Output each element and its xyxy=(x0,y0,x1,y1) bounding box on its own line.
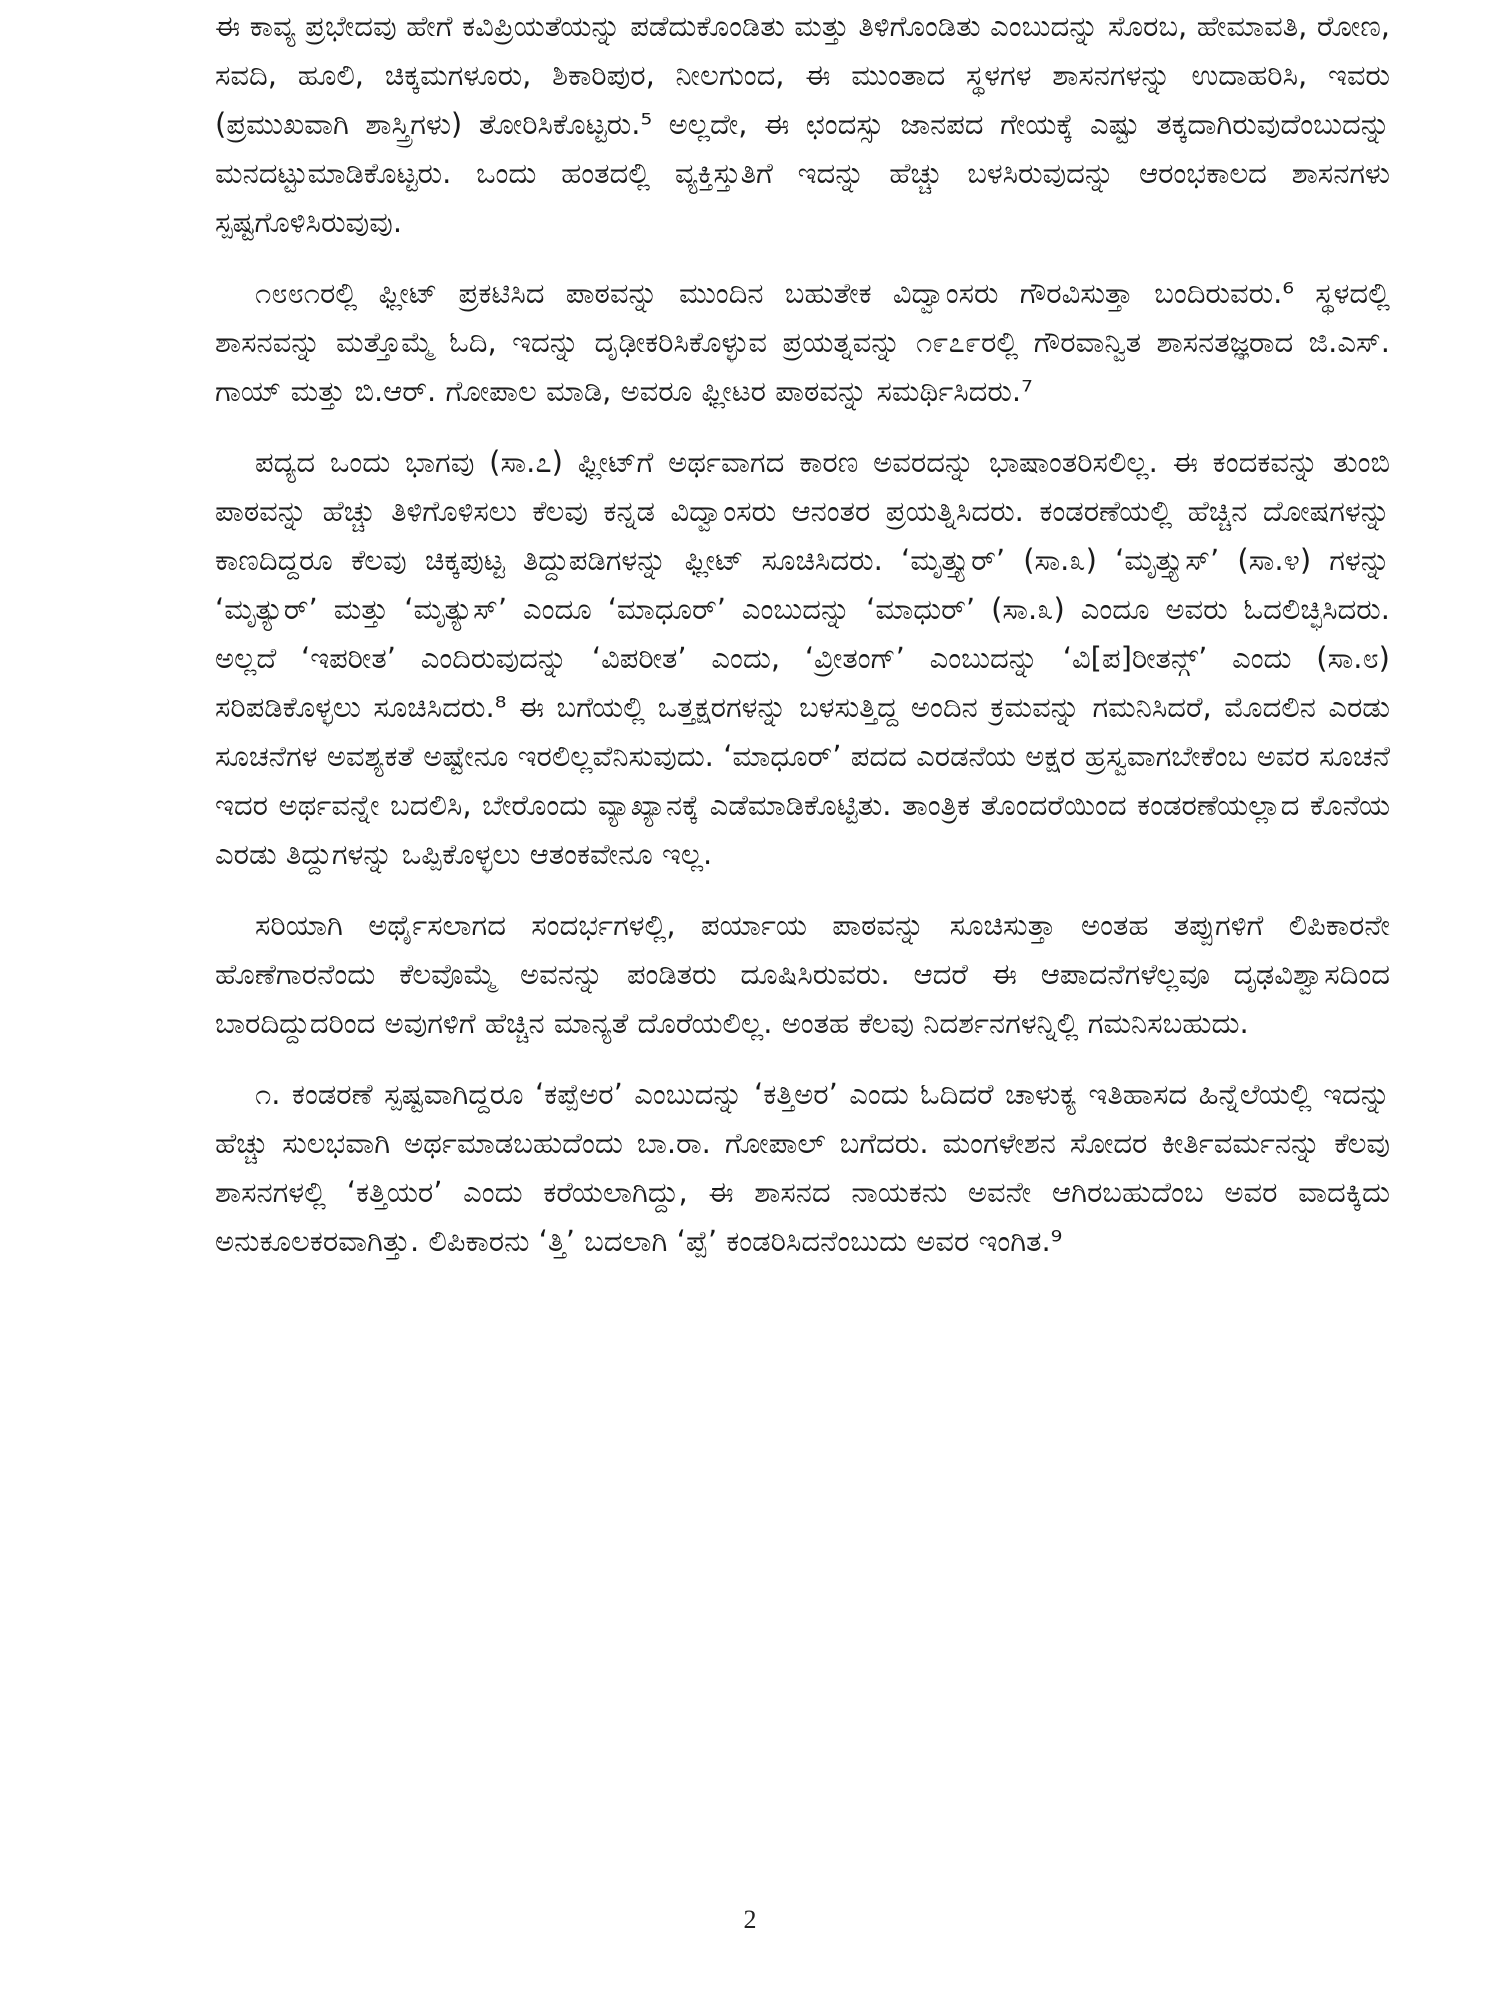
paragraph-1: ಈ ಕಾವ್ಯ ಪ್ರಭೇದವು ಹೇಗೆ ಕವಿಪ್ರಿಯತೆಯನ್ನು ಪಡೆದುಕೊಂಡಿತು ಮತ್ತು ತಿಳಿಗೊಂಡಿತು ಎಂಬುದನ್ನು ಸೊರಬ, ಹೇಮಾವತಿ, ರೋಣ, ಸವದಿ, ಹೂಲಿ, ಚಿಕ್ಕಮಗಳೂರು, ಶಿಕಾರಿಪುರ, ನೀಲಗುಂದ, ಈ ಮುಂತಾದ ಸ್ಥಳಗಳ ಶಾಸನಗಳನ್ನು ಉದಾಹರಿಸಿ, ಇವರು (ಪ್ರಮುಖವಾಗಿ ಶಾಸ್ತ್ರಿಗಳು) ತೋರಿಸಿಕೊಟ್ಟರು.⁵ ಅಲ್ಲದೇ, ಈ ಛಂದಸ್ಸು ಜಾನಪದ ಗೇಯಕ್ಕೆ ಎಷ್ಟು ತಕ್ಕದಾಗಿರುವುದೆಂಬುದನ್ನು ಮನದಟ್ಟುಮಾಡಿಕೊಟ್ಟರು. ಒಂದು ಹಂತದಲ್ಲಿ ವ್ಯಕ್ತಿಸ್ತುತಿಗೆ ಇದನ್ನು ಹೆಚ್ಚು ಬಳಸಿರುವುದನ್ನು ಆರಂಭಕಾಲದ ಶಾಸನಗಳು ಸ್ಪಷ್ಟಗೊಳಿಸಿರುವುವು. xyxy=(215,9,1390,239)
paragraph-4: ಸರಿಯಾಗಿ ಅರ್ಥೈಸಲಾಗದ ಸಂದರ್ಭಗಳಲ್ಲಿ, ಪರ್ಯಾಯ ಪಾಠವನ್ನು ಸೂಚಿಸುತ್ತಾ ಅಂತಹ ತಪ್ಪುಗಳಿಗೆ ಲಿಪಿಕಾರನೇ ಹೊಣೆಗಾರನೆಂದು ಕೆಲವೊಮ್ಮೆ ಅವನನ್ನು ಪಂಡಿತರು ದೂಷಿಸಿರುವರು. ಆದರೆ ಈ ಆಪಾದನೆಗಳೆಲ್ಲವೂ ದೃಢವಿಶ್ವಾಸದಿಂದ ಬಾರದಿದ್ದುದರಿಂದ ಅವುಗಳಿಗೆ ಹೆಚ್ಚಿನ ಮಾನ್ಯತೆ ದೊರೆಯಲಿಲ್ಲ. ಅಂತಹ ಕೆಲವು ನಿದರ್ಶನಗಳನ್ನಿಲ್ಲಿ ಗಮನಿಸಬಹುದು. xyxy=(215,908,1390,1040)
body-text xyxy=(215,2,1390,1266)
paragraph-3: ಪದ್ಯದ ಒಂದು ಭಾಗವು (ಸಾ.೭) ಫ್ಲೀಟ್‌ಗೆ ಅರ್ಥವಾಗದ ಕಾರಣ ಅವರದನ್ನು ಭಾಷಾಂತರಿಸಲಿಲ್ಲ. ಈ ಕಂದಕವನ್ನು ತುಂಬಿ ಪಾಠವನ್ನು ಹೆಚ್ಚು ತಿಳಿಗೊಳಿಸಲು ಕೆಲವು ಕನ್ನಡ ವಿದ್ವಾಂಸರು ಆನಂತರ ಪ್ರಯತ್ನಿಸಿದರು. ಕಂಡರಣೆಯಲ್ಲಿ ಹೆಚ್ಚಿನ ದೋಷಗಳನ್ನು ಕಾಣದಿದ್ದರೂ ಕೆಲವು ಚಿಕ್ಕಪುಟ್ಟ ತಿದ್ದುಪಡಿಗಳನ್ನು ಫ್ಲೀಟ್ ಸೂಚಿಸಿದರು. ‘ಮೃತ್ತ್ಯುರ್’ (ಸಾ.೩) ‘ಮೃತ್ತ್ಯುಸ್’ (ಸಾ.೪) ಗಳನ್ನು ‘ಮೃತ್ಯುರ್’ ಮತ್ತು ‘ಮೃತ್ಯುಸ್’ ಎಂದೂ ‘ಮಾಧೂರ್’ ಎಂಬುದನ್ನು ‘ಮಾಧುರ್’ (ಸಾ.೩) ಎಂದೂ ಅವರು ಓದಲಿಚ್ಛಿಸಿದರು. ಅಲ್ಲದೆ ‘ಇಪರೀತ’ ಎಂದಿರುವುದನ್ನು ‘ವಿಪರೀತ’ ಎಂದು, ‘ವ್ರೀತಂಗ್’ ಎಂಬುದನ್ನು ‘ವಿ[ಪ]ರೀತನ್ಗ್’ ಎಂದು (ಸಾ.೮) ಸರಿಪಡಿಕೊಳ್ಳಲು ಸೂಚಿಸಿದರು.⁸ ಈ ಬಗೆಯಲ್ಲಿ ಒತ್ತಕ್ಷರಗಳನ್ನು ಬಳಸುತ್ತಿದ್ದ ಅಂದಿನ ಕ್ರಮವನ್ನು ಗಮನಿಸಿದರೆ, ಮೊದಲಿನ ಎರಡು ಸೂಚನೆಗಳ ಅವಶ್ಯಕತೆ ಅಷ್ಟೇನೂ ಇರಲಿಲ್ಲವೆನಿಸುವುದು. ‘ಮಾಧೂರ್’ ಪದದ ಎರಡನೆಯ ಅಕ್ಷರ ಹ್ರಸ್ವವಾಗಬೇಕೆಂಬ ಅವರ ಸೂಚನೆ ಇದರ ಅರ್ಥವನ್ನೇ ಬದಲಿಸಿ, ಬೇರೊಂದು ವ್ಯಾಖ್ಯಾನಕ್ಕೆ ಎಡೆಮಾಡಿಕೊಟ್ಟಿತು. ತಾಂತ್ರಿಕ ತೊಂದರೆಯಿಂದ ಕಂಡರಣೆಯಲ್ಲಾದ ಕೊನೆಯ ಎರಡು ತಿದ್ದುಗಳನ್ನು ಒಪ್ಪಿಕೊಳ್ಳಲು ಆತಂಕವೇನೂ ಇಲ್ಲ. xyxy=(215,445,1390,871)
paragraph-5-numbered-item: ೧. ಕಂಡರಣೆ ಸ್ಪಷ್ಟವಾಗಿದ್ದರೂ ‘ಕಪ್ಪೆಅರ’ ಎಂಬುದನ್ನು ‘ಕತ್ತಿಅರ’ ಎಂದು ಓದಿದರೆ ಚಾಳುಕ್ಯ ಇತಿಹಾಸದ ಹಿನ್ನೆಲೆಯಲ್ಲಿ ಇದನ್ನು ಹೆಚ್ಚು ಸುಲಭವಾಗಿ ಅರ್ಥಮಾಡಬಹುದೆಂದು ಬಾ.ರಾ. ಗೋಪಾಲ್ ಬಗೆದರು. ಮಂಗಳೇಶನ ಸೋದರ ಕೀರ್ತಿವರ್ಮನನ್ನು ಕೆಲವು ಶಾಸನಗಳಲ್ಲಿ ‘ಕತ್ತಿಯರ’ ಎಂದು ಕರೆಯಲಾಗಿದ್ದು, ಈ ಶಾಸನದ ನಾಯಕನು ಅವನೇ ಆಗಿರಬಹುದೆಂಬ ಅವರ ವಾದಕ್ಕಿದು ಅನುಕೂಲಕರವಾಗಿತ್ತು. ಲಿಪಿಕಾರನು ‘ತ್ತಿ’ ಬದಲಾಗಿ ‘ಪ್ಪೆ’ ಕಂಡರಿಸಿದನೆಂಬುದು ಅವರ ಇಂಗಿತ.⁹ xyxy=(215,1077,1390,1258)
paragraph-2: ೧೮೮೧ರಲ್ಲಿ ಫ್ಲೀಟ್ ಪ್ರಕಟಿಸಿದ ಪಾಠವನ್ನು ಮುಂದಿನ ಬಹುತೇಕ ವಿದ್ವಾಂಸರು ಗೌರವಿಸುತ್ತಾ ಬಂದಿರುವರು.⁶ ಸ್ಥಳದಲ್ಲಿ ಶಾಸನವನ್ನು ಮತ್ತೊಮ್ಮೆ ಓದಿ, ಇದನ್ನು ದೃಢೀಕರಿಸಿಕೊಳ್ಳುವ ಪ್ರಯತ್ನವನ್ನು ೧೯೭೯ರಲ್ಲಿ ಗೌರವಾನ್ವಿತ ಶಾಸನತಜ್ಞರಾದ ಜಿ.ಎಸ್. ಗಾಯ್ ಮತ್ತು ಬಿ.ಆರ್. ಗೋಪಾಲ ಮಾಡಿ, ಅವರೂ ಫ್ಲೀಟರ ಪಾಠವನ್ನು ಸಮರ್ಥಿಸಿದರು.⁷ xyxy=(215,276,1390,408)
page-number: 2 xyxy=(743,1905,757,1934)
